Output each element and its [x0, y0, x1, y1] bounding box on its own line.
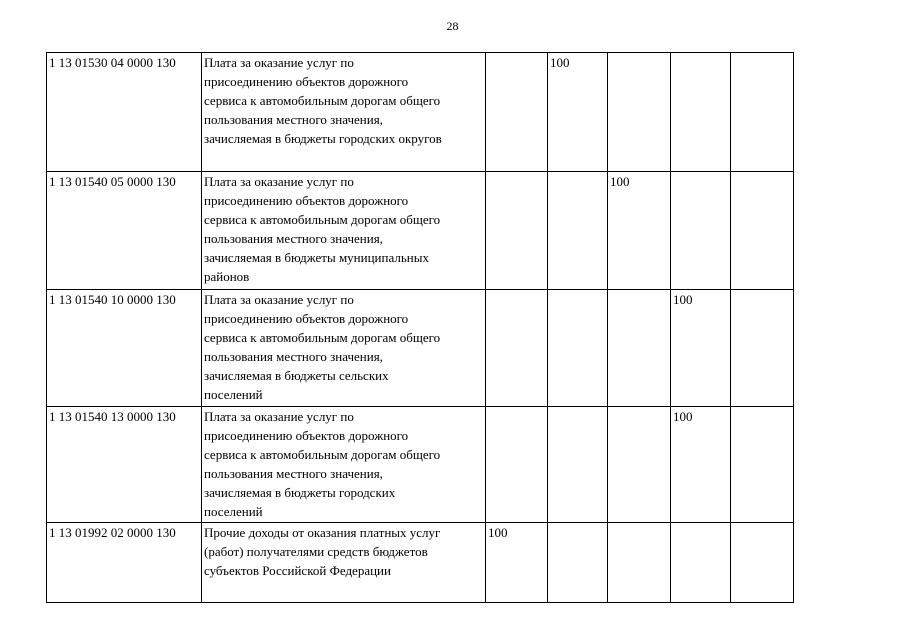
revenue-name-line: присоединению объектов дорожного	[204, 193, 409, 208]
revenue-name-line: Плата за оказание услуг по	[204, 55, 354, 70]
percent-cell	[731, 53, 794, 172]
percent-cell	[548, 172, 608, 290]
revenue-name-line: пользования местного значения,	[204, 349, 383, 364]
revenue-name-cell	[202, 53, 486, 172]
revenue-name-line: поселений	[204, 387, 263, 402]
percent-cell: 100	[671, 290, 731, 407]
percent-cell	[731, 290, 794, 407]
revenue-name-line: зачисляемая в бюджеты городских округов	[204, 131, 442, 146]
revenue-name-line: зачисляемая в бюджеты муниципальных	[204, 250, 429, 265]
revenue-table	[46, 52, 794, 603]
table-row	[47, 523, 794, 603]
percent-cell	[608, 523, 671, 603]
revenue-name-line: субъектов Российской Федерации	[204, 563, 391, 578]
revenue-name-line: пользования местного значения,	[204, 231, 383, 246]
revenue-name-line: Прочие доходы от оказания платных услуг	[204, 525, 441, 540]
percent-cell	[486, 290, 548, 407]
revenue-name-line: сервиса к автомобильным дорогам общего	[204, 330, 441, 345]
budget-code-cell: 1 13 01540 10 0000 130	[47, 290, 202, 407]
percent-cell	[486, 172, 548, 290]
revenue-name-line: зачисляемая в бюджеты сельских	[204, 368, 389, 383]
percent-cell	[608, 290, 671, 407]
revenue-name-line: зачисляемая в бюджеты городских	[204, 485, 396, 500]
revenue-name-line: Плата за оказание услуг по	[204, 174, 354, 189]
budget-code-cell: 1 13 01992 02 0000 130	[47, 523, 202, 603]
page-number: 28	[446, 19, 459, 33]
percent-cell	[486, 407, 548, 523]
revenue-name-line: районов	[204, 269, 250, 284]
percent-cell	[548, 290, 608, 407]
revenue-name-line: сервиса к автомобильным дорогам общего	[204, 447, 441, 462]
budget-code-cell: 1 13 01540 13 0000 130	[47, 407, 202, 523]
percent-cell: 100	[608, 172, 671, 290]
budget-code-cell: 1 13 01530 04 0000 130	[47, 53, 202, 172]
table-row	[47, 53, 794, 172]
percent-cell: 100	[486, 523, 548, 603]
revenue-name-cell	[202, 290, 486, 407]
revenue-name-line: сервиса к автомобильным дорогам общего	[204, 93, 441, 108]
percent-cell	[731, 172, 794, 290]
table-row	[47, 172, 794, 290]
budget-code-cell: 1 13 01540 05 0000 130	[47, 172, 202, 290]
percent-cell	[608, 53, 671, 172]
percent-cell	[671, 53, 731, 172]
revenue-name-cell	[202, 172, 486, 290]
revenue-name-line: присоединению объектов дорожного	[204, 428, 409, 443]
percent-cell	[548, 407, 608, 523]
table-row	[47, 407, 794, 523]
revenue-name-line: присоединению объектов дорожного	[204, 311, 409, 326]
percent-cell	[608, 407, 671, 523]
percent-cell	[671, 523, 731, 603]
percent-cell	[671, 172, 731, 290]
percent-cell	[548, 523, 608, 603]
percent-cell: 100	[671, 407, 731, 523]
revenue-name-cell	[202, 523, 486, 603]
revenue-name-line: Плата за оказание услуг по	[204, 292, 354, 307]
revenue-name-line: сервиса к автомобильным дорогам общего	[204, 212, 441, 227]
percent-cell	[731, 407, 794, 523]
percent-cell	[486, 53, 548, 172]
revenue-name-line: (работ) получателями средств бюджетов	[204, 544, 428, 559]
revenue-name-line: присоединению объектов дорожного	[204, 74, 409, 89]
percent-cell: 100	[548, 53, 608, 172]
revenue-name-cell	[202, 407, 486, 523]
revenue-name-line: пользования местного значения,	[204, 466, 383, 481]
percent-cell	[731, 523, 794, 603]
revenue-name-line: Плата за оказание услуг по	[204, 409, 354, 424]
table-row	[47, 290, 794, 407]
revenue-name-line: пользования местного значения,	[204, 112, 383, 127]
revenue-name-line: поселений	[204, 504, 263, 519]
